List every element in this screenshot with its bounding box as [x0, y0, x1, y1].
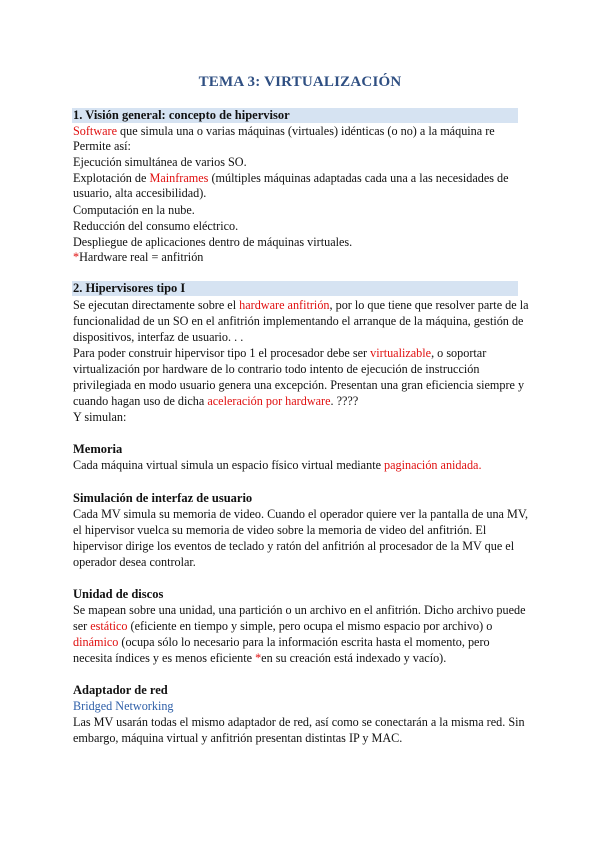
- text-span: .: [478, 458, 482, 472]
- section-1-heading: 1. Visión general: concepto de hipervisor: [73, 108, 290, 122]
- text-span: Cada máquina virtual simula un espacio físico virtual mediante: [73, 458, 385, 472]
- section-2-line-1: [73, 298, 529, 313]
- section-2-line-5: virtualización por hardware de lo contrario todo intento de ejecución de instrucción: [73, 362, 480, 376]
- section-1-line-1: [73, 124, 495, 139]
- text-span: en su creación está indexado y vacío).: [261, 651, 447, 665]
- text-span: cuando hagan uso de dicha: [73, 394, 208, 408]
- asterisk-marker: *: [255, 651, 262, 665]
- list-item: [73, 171, 509, 186]
- section-2-heading: 2. Hipervisores tipo I: [73, 281, 186, 295]
- page-title: TEMA 3: VIRTUALIZACIÓN: [198, 74, 402, 90]
- interfaz-line-2: el hipervisor vuelca su memoria de video sobre la memoria de video del anfitrión. El: [73, 523, 487, 537]
- interfaz-line-1: Cada MV simula su memoria de video. Cuando el operador quiere ver la pantalla de una MV,: [73, 507, 529, 521]
- keyword-mainframes: Mainframes: [149, 171, 209, 185]
- keyword-estatico: estático: [90, 619, 128, 633]
- memoria-line-1: [73, 458, 482, 473]
- asterisk-marker: *: [73, 250, 80, 264]
- keyword-software: Software: [73, 124, 117, 138]
- text-span: (múltiples máquinas adaptadas cada una a las necesidades de: [208, 171, 509, 185]
- text-span: (ocupa sólo lo necesario para la información escrita hasta el momento, pero: [118, 635, 490, 649]
- bridged-networking-subheading: Bridged Networking: [73, 699, 174, 713]
- section-1-note: [73, 250, 203, 265]
- discos-line-2: [73, 619, 492, 634]
- list-item: Ejecución simultánea de varios SO.: [73, 155, 247, 169]
- section-2-line-4: [73, 346, 486, 361]
- text-span: ser: [73, 619, 91, 633]
- section-1-permite: Permite así:: [73, 139, 131, 153]
- text-span: Para poder construir hipervisor tipo 1 el procesador debe ser: [73, 346, 371, 360]
- section-2-line-7: [73, 394, 358, 409]
- text-span: , por lo que tiene que resolver parte de la: [329, 298, 529, 312]
- list-item-continuation: usuario, alta accesibilidad).: [73, 186, 207, 200]
- section-2-line-8: Y simulan:: [73, 410, 127, 424]
- list-item: Despliegue de aplicaciones dentro de máquinas virtuales.: [73, 235, 353, 249]
- text-span: Se ejecutan directamente sobre el: [73, 298, 240, 312]
- interfaz-line-4: operador desea controlar.: [73, 555, 196, 569]
- discos-line-4: [73, 651, 446, 666]
- discos-heading: Unidad de discos: [73, 587, 164, 601]
- keyword-hardware-anfitrion: hardware anfitrión: [239, 298, 330, 312]
- list-item: Computación en la nube.: [73, 203, 195, 217]
- text-span: , o soportar: [431, 346, 487, 360]
- discos-line-3: [73, 635, 490, 650]
- text-span: Explotación de: [73, 171, 150, 185]
- text-span: que simula una o varias máquinas (virtuales) idénticas (o no) a la máquina re: [117, 124, 495, 138]
- discos-line-1: Se mapean sobre una unidad, una partición o un archivo en el anfitrión. Dicho archivo puede: [73, 603, 526, 617]
- text-span: (eficiente en tiempo y simple, pero ocupa el mismo espacio por archivo) o: [127, 619, 493, 633]
- keyword-dinamico: dinámico: [73, 635, 119, 649]
- interfaz-heading: Simulación de interfaz de usuario: [73, 491, 253, 505]
- red-line-2: embargo, máquina virtual y anfitrión presentan distintas IP y MAC.: [73, 731, 403, 745]
- keyword-virtualizable: virtualizable: [370, 346, 432, 360]
- text-span: Hardware real = anfitrión: [79, 250, 204, 264]
- list-item: Reducción del consumo eléctrico.: [73, 219, 239, 233]
- keyword-aceleracion: aceleración por hardware: [207, 394, 331, 408]
- memoria-heading: Memoria: [73, 442, 123, 456]
- text-span: necesita índices y es menos eficiente: [73, 651, 256, 665]
- section-2-line-2: funcionalidad de un SO en el anfitrión implementando el arranque de la máquina, gestión de: [73, 314, 524, 328]
- text-span: . ????: [330, 394, 359, 408]
- red-heading: Adaptador de red: [73, 683, 168, 697]
- keyword-paginacion: paginación anidada: [384, 458, 479, 472]
- section-2-line-3: dispositivos, interfaz de usuario. . .: [73, 330, 244, 344]
- section-2-line-6: privilegiada en modo usuario genera una excepción. Presentan una gran eficiencia siempre y: [73, 378, 525, 392]
- interfaz-line-3: hipervisor dirige los eventos de teclado y ratón del anfitrión al procesador de la MV que el: [73, 539, 515, 553]
- red-line-1: Las MV usarán todas el mismo adaptador de red, así como se conectarán a la misma red. Sin: [73, 715, 525, 729]
